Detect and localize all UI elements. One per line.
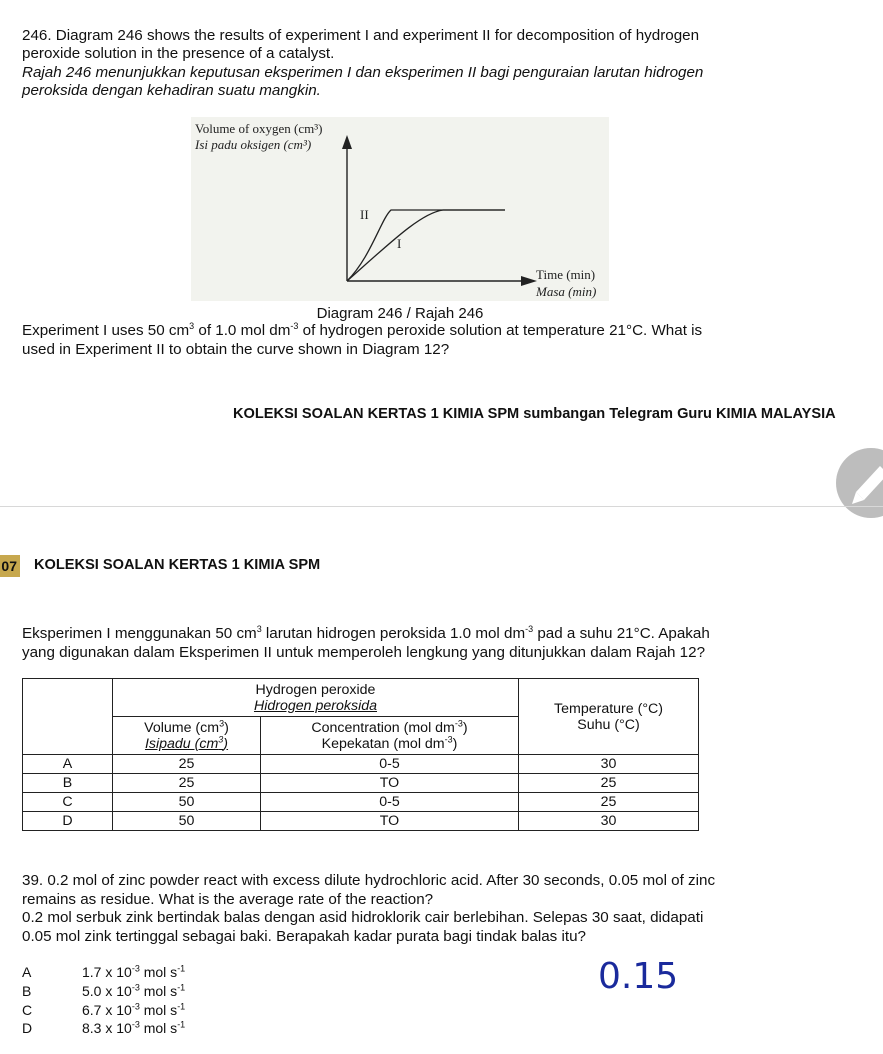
graph-svg: [191, 117, 609, 301]
answer-option-a[interactable]: A 1.7 x $10^{-3}$ mol $s^{-1}$: [22, 963, 186, 980]
question-39-ms-line2: 0.05 mol zink tertinggal sebagai baki. Berapakah kadar purata bagi tindak balas itu?: [22, 928, 586, 945]
x-axis-label-ms: Masa (min): [536, 284, 597, 299]
x-axis-arrow-icon: [521, 276, 537, 286]
question-246-en-line1: 246. Diagram 246 shows the results of experiment I and experiment II for decomposition of hydrogen: [22, 27, 700, 44]
question-246-ms-line1: Rajah 246 menunjukkan keputusan eksperimen I dan eksperimen II bagi penguraian larutan hidrogen: [22, 64, 704, 81]
experiment-ms-line1: Eksperimen I menggunakan 50 $cm^3$ larutan hidrogen peroksida 1.0 mol $dm^{-3}$ pad a suhu 21°C. Apakah: [22, 623, 710, 642]
experiment-en-line2: used in Experiment II to obtain the curve shown in Diagram 12?: [22, 341, 450, 358]
hydrogen-peroxide-header: Hydrogen peroxide Hidrogen peroksida: [113, 679, 519, 717]
y-axis-label-ms: Isi padu oksigen (cm³): [195, 137, 312, 152]
koleksi-credit-line: KOLEKSI SOALAN KERTAS 1 KIMIA SPM sumbangan Telegram Guru KIMIA MALAYSIA: [233, 406, 836, 422]
y-axis-label-en: Volume of oxygen (cm³): [195, 121, 323, 136]
pencil-icon: [836, 448, 883, 518]
question-number-badge: 07: [0, 555, 20, 577]
handwritten-annotation: [598, 948, 698, 999]
answer-option-d[interactable]: D 8.3 x $10^{-3}$ mol $s^{-1}$: [22, 1019, 186, 1036]
diagram-caption: Diagram 246 / Rajah 246: [316, 305, 484, 322]
question-246-ms-line2: peroksida dengan kehadiran suatu mangkin.: [22, 82, 321, 99]
options-table: [22, 678, 699, 831]
concentration-header: Concentration (mol $dm^{-3}$) Kepekatan (mol $dm^{-3}$): [261, 717, 519, 755]
curve-II: [347, 210, 505, 281]
divider: [0, 506, 883, 507]
question-39-en-line1: 39. 0.2 mol of zinc powder react with excess dilute hydrochloric acid. After 30 seconds, 0.05 mol of zinc: [22, 872, 716, 889]
table-row: B 25 TO 25: [23, 774, 699, 793]
edit-pencil-button[interactable]: [836, 448, 883, 518]
answer-option-b[interactable]: B 5.0 x $10^{-3}$ mol $s^{-1}$: [22, 982, 186, 999]
experiment-en-line1: Experiment I uses 50 $cm^3$ of 1.0 mol $dm^{-3}$ of hydrogen peroxide solution at temperature 21°C. What is: [22, 320, 703, 339]
curve-II-label: II: [360, 207, 369, 222]
temperature-header: Temperature (°C) Suhu (°C): [519, 679, 699, 755]
experiment-ms-line2: yang digunakan dalam Eksperimen II untuk memperoleh lengkung yang ditunjukkan dalam Rajah 12?: [22, 644, 706, 661]
question-39-en-line2: remains as residue. What is the average rate of the reaction?: [22, 891, 434, 908]
y-axis-arrow-icon: [342, 135, 352, 149]
diagram-246-graph: [191, 117, 609, 301]
table-row: A 25 0-5 30: [23, 755, 699, 774]
table-corner: [23, 679, 113, 755]
volume-header: Volume $(cm^3)$ Isipadu $(cm^3)$: [113, 717, 261, 755]
table-row: D 50 TO 30: [23, 812, 699, 831]
question-246-en-line2: peroxide solution in the presence of a catalyst.: [22, 45, 335, 62]
x-axis-label-en: Time (min): [536, 267, 596, 282]
question-39-ms-line1: 0.2 mol serbuk zink bertindak balas dengan asid hidroklorik cair berlebihan. Selepas 30 saat, didapati: [22, 909, 704, 926]
table-row: C 50 0-5 25: [23, 793, 699, 812]
curve-I-label: I: [397, 236, 402, 251]
handwriting-svg: [598, 948, 698, 994]
answer-option-c[interactable]: C 6.7 x $10^{-3}$ mol $s^{-1}$: [22, 1001, 186, 1018]
handwriting-text: 0.15: [598, 956, 679, 994]
koleksi-heading: KOLEKSI SOALAN KERTAS 1 KIMIA SPM: [34, 557, 321, 573]
